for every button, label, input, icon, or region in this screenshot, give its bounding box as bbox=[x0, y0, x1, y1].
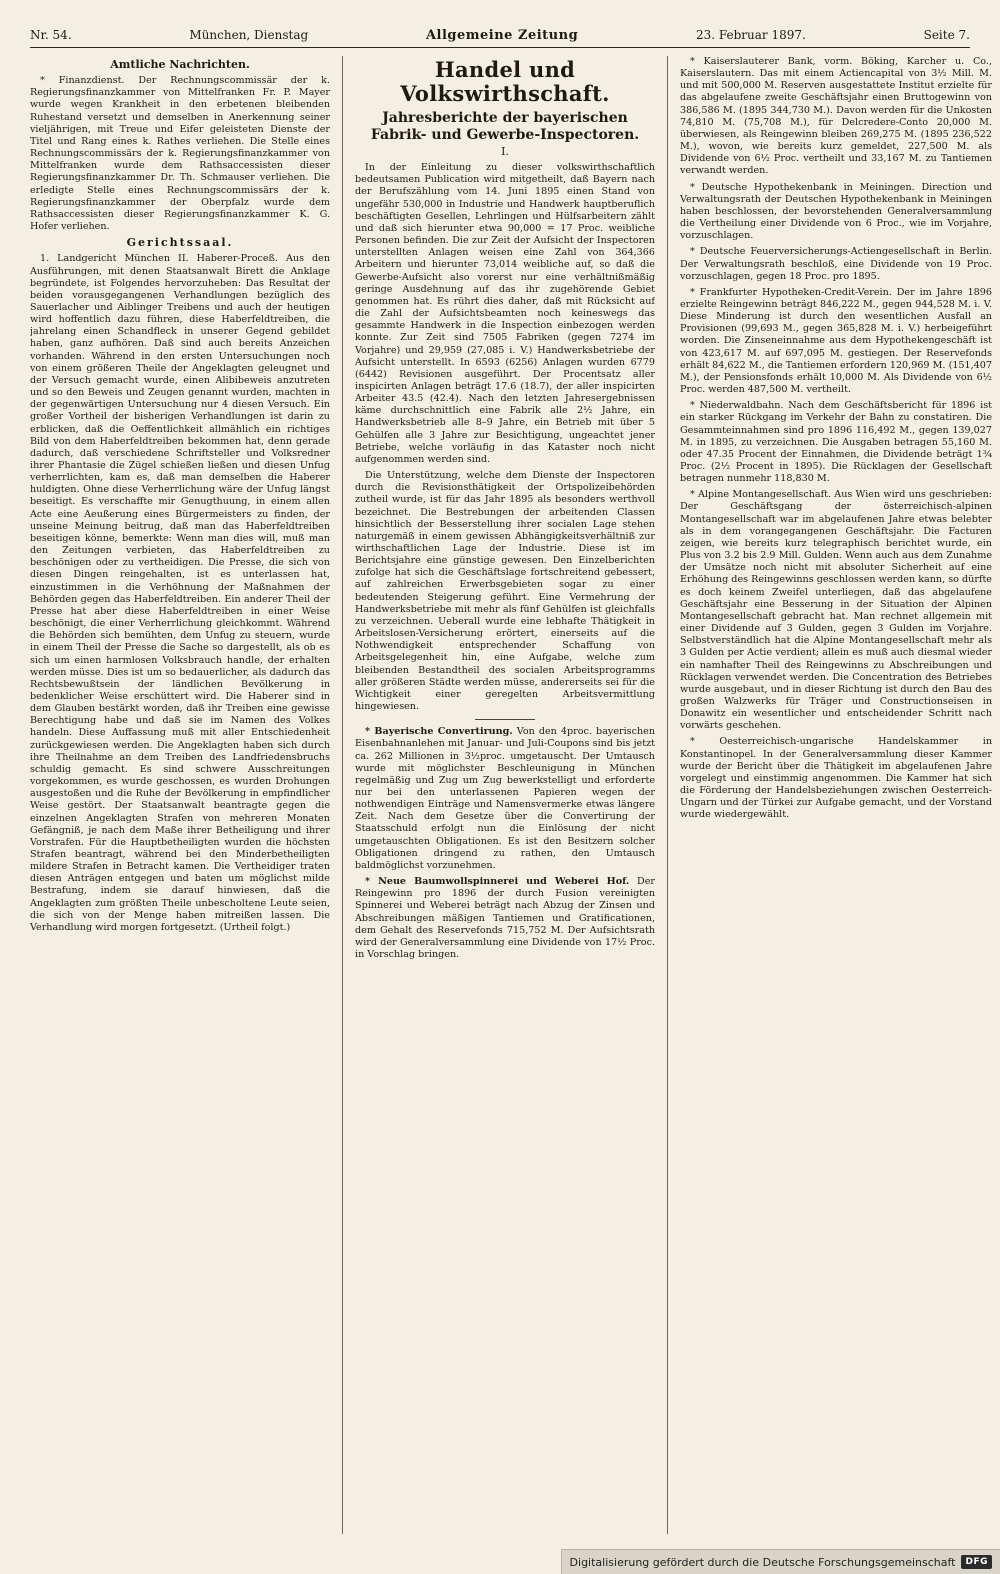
article-hypothekenbank-meiningen: * Deutsche Hypothekenbank in Meiningen. Direction und Verwaltungsrath der Deutschen Hypothekenbank in Meiningen haben beschlossen, der bevorstehenden Generalversammlung die Vertheilung einer Dividende von 6 Proc., wie im Vorjahre, vorzuschlagen. bbox=[680, 181, 992, 242]
article-convertirung-title: * Bayerische Convertirung. bbox=[365, 726, 513, 738]
column-3 bbox=[680, 56, 992, 1534]
report-paragraph-2: Die Unterstützung, welche dem Dienste der Inspectoren durch die Revisionsthätigkeit der Ortspolizeibehörden zutheil wurde, ist für das Jahr 1895 als besonders werthvoll bezeichnet. Die Bestrebungen der arbeitenden Classen hinsichtlich der Besserstellung ihrer socialen Lage stehen naturgemäß in einem gewissen Abhängigkeitsverhältniß zur wirthschaftlichen Lage der Industrie. Diese ist im Berichtsjahre eine günstige gewesen. Den Einzelberichten zufolge hat sich die Geschäftslage fortschreitend gebessert, auf zahlreichen Erwerbsgebieten sogar zu einer bedeutenden Steigerung geführt. Eine Vermehrung der Handwerksbetriebe mit mehr als fünf Gehülfen ist gleichfalls zu verzeichnen. Ueberall wurde eine lebhafte Thätigkeit in Arbeitslosen-Versicherung erörtert, einerseits auf die Nothwendigkeit entsprechender Schaffung von Arbeitsgelegenheit hin, eine Aufgabe, welche zum bleibenden Bestandtheil des socialen Arbeitsprogramms aller größeren Städte werden müsse, andererseits sei für die Wichtigkeit einer geregelten Arbeitsvermittlung hingewiesen. bbox=[355, 470, 655, 713]
article-frankfurter-hypotheken: * Frankfurter Hypotheken-Credit-Verein. Der im Jahre 1896 erzielte Reingewinn beträgt 846,222 M., gegen 944,528 M. i. V. Diese Minderung ist durch den wesentlichen Ausfall an Provisionen (99,693 M., gegen 365,828 M. i. V.) herbeigeführt worden. Die Zinseneinnahme aus dem Hypothekengeschäft ist von 423,617 M. auf 697,095 M. gestiegen. Der Reservefonds erhält 84,622 M., die Tantiemen erfordern 120,969 M. (151,407 M.), der Pensionsfonds erhält 10,000 M. Als Dividende von 6½ Proc. werden 487,500 M. vertheilt. bbox=[680, 286, 992, 396]
article-handelskammer: * Oesterreichisch-ungarische Handelskammer in Konstantinopel. In der Generalversammlung dieser Kammer wurde der Bericht über die Thätigkeit im abgelaufenen Jahre vorgelegt und einstimmig angenommen. Die Kammer hat sich die Förderung der Handelsbeziehungen zwischen Oesterreich-Ungarn und der Türkei zur Aufgabe gemacht, und der Vorstand wurde wiedergewählt. bbox=[680, 736, 992, 821]
article-haberer-process: 1. Landgericht München II. Haberer-Proceß. Aus den Ausführungen, mit denen Staatsanwalt Birett die Anklage begründete, ist Folgendes hervorzuheben: Das Resultat der beiden vorausgegangenen Verhandlungen bezüglich des Sauerlacher und Aiblinger Treibens und auch der heutigen wird hoffentlich dazu führen, diese Haberfeldtreiben, die jahrelang einen Schandfleck in unserer Gegend gebildet haben, ganz aufhören. Daß sind auch bereits Anzeichen vorhanden. Während in den ersten Untersuchungen noch von einem größeren Theile der Angeklagten geleugnet und der Versuch gemacht wurde, einen Alibibeweis anzutreten und so den Beweis und Zeugen genannt wurden, machten in der gegenwärtigen Untersuchung nur 4 diesen Versuch. Ein großer Vortheil der bisherigen Verhandlungen ist darin zu erblicken, daß die Oeffentlichkeit allmählich ein richtiges Bild von dem Haberfeldtreiben bekommen hat, denn gerade dadurch, daß verschiedene Schriftsteller und Volksredner ihrer Phantasie die Zügel schießen ließen und diesen Unfug verherrlichten, kam es, daß man demselben die Haberer huldigten. Ohne diese Verherrlichung wäre der Unfug längst beseitigt. Es verschaffte mir Genugthuung, in einem allen Acte eine Aeußerung eines Bürgermeisters zu finden, der unseine Meinung beitrug, daß man das Haberfeldtreiben beseitigen könne, bemerkte: Wenn man dies will, muß man den Zeitungen verbieten, das Haberfeldtreiben zu beschönigen oder zu vertheidigen. Die Presse, die sich von diesen Dingen reingehalten, ist es unterlassen hat, einzustimmen in die Verhöhnung der Maßnahmen der Behörden gegen das Haberfeldtreiben. Ein anderer Theil der Presse hat aber diese Haberfeldtreiben in einer Weise beschönigt, die einer Verherrlichung gleichkommt. Während die Behörden sich bemühten, dem Unfug zu steuern, wurde in einem Theil der Presse die Sache so dargestellt, als ob es sich um einen harmlosen Volksbrauch handle, der erhalten werden müsse. Dies ist um so bedauerlicher, als dadurch das Rechtsbewußtsein der ländlichen Bevölkerung in bedenklicher Weise erschüttert wird. Die Haberer sind in dem Glauben bestärkt worden, daß ihr Treiben eine gewisse Berechtigung habe und daß sie im Namen des Volkes handeln. Diese Auffassung muß mit aller Entschiedenheit zurückgewiesen werden. Die Angeklagten haben sich durch ihre Theilnahme an dem Treiben des Landfriedensbruchs schuldig gemacht. Es sind schwere Ausschreitungen vorgekommen, es wurde geschossen, es wurden Drohungen ausgestoßen und die Ruhe der Bevölkerung in empfindlicher Weise gestört. Der Staatsanwalt beantragte gegen die einzelnen Angeklagten Strafen von mehreren Monaten Gefängniß, je nach dem Maße ihrer Betheiligung und ihrer Vorstrafen. Für die Hauptbetheiligten wurden die höchsten Strafen beantragt, während bei den Minderbetheiligten mildere Strafen in Betracht kamen. Die Vertheidiger traten diesen Anträgen entgegen und baten um möglichst milde Bestrafung, indem sie darauf hinwiesen, daß die Angeklagten zum größten Theile unbescholtene Leute seien, die sich von der Menge haben mitreißen lassen. Die Verhandlung wird morgen fortgesetzt. (Urtheil folgt.) bbox=[30, 253, 330, 933]
column-2 bbox=[355, 56, 655, 1534]
article-kaiserslauterer-bank: * Kaiserslauterer Bank, vorm. Böking, Karcher u. Co., Kaiserslautern. Das mit einem Actiencapital von 3½ Mill. M. und mit 500,000 M. Reserven ausgestattete Institut erzielte für das abgelaufene zweite Geschäftsjahr einen Bruttogewinn von 386,586 M. (1895 344,730 M.). Davon werden für die Unkosten 74,810 M. (75,708 M.), für Delcredere-Conto 20,000 M. überwiesen, als Reingewinn bleiben 269,275 M. (1895 236,522 M.), wovon, wie bereits kurz gemeldet, 227,500 M. als Dividende von 6½ Proc. vertheilt und 33,167 M. zu Tantiemen verwandt werden. bbox=[680, 56, 992, 177]
report-part-number: I. bbox=[501, 145, 509, 158]
column-1 bbox=[30, 56, 330, 1534]
section-heading-court: Gerichtssaal. bbox=[126, 236, 234, 250]
footer-text: Digitalisierung gefördert durch die Deutsche Forschungsgemeinschaft bbox=[569, 1555, 956, 1569]
article-convertirung bbox=[355, 726, 655, 872]
issue-date: 23. Februar 1897. bbox=[695, 28, 806, 42]
article-finanzdienst: * Finanzdienst. Der Rechnungscommissär der k. Regierungsfinanzkammer von Mittelfranken Fr. P. Mayer wurde wegen Krankheit in den erbetenen bleibenden Ruhestand versetzt und demselben in Anerkennung seiner vieljährigen, mit Treue und Eifer geleisteten Dienste der Titel und Rang eines k. Rathes verliehen. Die Stelle eines Rechnungscommissärs der k. Regierungsfinanzkammer von Mittelfranken wurde dem Rathsaccessisten dieser Regierungsfinanzkammer Dr. Th. Schmauser verliehen. Die erledigte Stelle eines Rechnungscommissärs der k. Regierungsfinanzkammer der Oberpfalz wurde dem Rathsaccessisten dieser Regierungsfinanzkammer K. G. Hofer verliehen. bbox=[30, 75, 330, 233]
newspaper-title: Allgemeine Zeitung bbox=[425, 28, 579, 43]
report-paragraph-1: In der Einleitung zu dieser volkswirthschaftlich bedeutsamen Publication wird mitgetheilt, daß Bayern nach der Berufszählung vom 14. Juni 1895 einen Stand von ungefähr 530,000 in Industrie und Handwerk hauptberuflich beschäftigten Gesellen, Lehrlingen und Hülfsarbeitern zählt und daß sich hierunter etwa 90,000 = 17 Proc. weibliche Personen befinden. Die zur Zeit der Aufsicht der Inspectoren unterstellten Anlagen weisen eine Zahl von 364,366 Arbeitern und hierunter 73,014 weibliche auf, so daß die Gewerbe-Aufsicht also vorerst nur eine verhältnißmäßig geringe Ausdehnung auf das ihr zugehörende Gebiet genommen hat. Es rührt dies daher, daß mit Rücksicht auf die Zahl der Aufsichtsbeamten noch keineswegs das gesammte Handwerk in die Inspection einbezogen werden konnte. Zur Zeit sind 7505 Fabriken (gegen 7274 im Vorjahre) und 29,959 (27,085 i. V.) Handwerksbetriebe der Aufsicht unterstellt. In 6593 (6256) Anlagen wurden 6779 (6442) Revisionen ausgeführt. Der Procentsatz aller inspicirten Anlagen beträgt 17.6 (18.7), der aller inspicirten Arbeiter 43.5 (42.4). Nach den letzten Jahresergebnissen käme durchschnittlich eine Fabrik alle 2½ Jahre, ein Handwerksbetrieb alle 8–9 Jahre, ein Betrieb mit über 5 Gehülfen alle 3 Jahre zur Besichtigung, ungeachtet jener Betriebe, welche vorläufig in das Kataster noch nicht aufgenommen werden sind. bbox=[355, 162, 655, 465]
article-convertirung-text: Von den 4proc. bayerischen Eisenbahnanlehen mit Januar- und Juli-Coupons sind bis jetzt ca. 262 Millionen in 3½proc. umgetauscht. Der Umtausch wurde mit möglichster Beschleunigung in München regelmäßig und Zug um Zug bewerkstelligt und erforderte nur bei den unterlassenen Papieren wegen der nothwendigen Einträge und Namensvermerke etwas längere Zeit. Nach dem Gesetze über die Convertirung der Staatsschuld erfolgt nun die Einlösung der nicht umgetauschten Obligationen. Es ist den Besitzern solcher Obligationen dringend zu rathen, den Umtausch baldmöglichst vorzunehmen. bbox=[355, 726, 655, 871]
digitization-footer bbox=[561, 1549, 1000, 1574]
section-heading-official-news: Amtliche Nachrichten. bbox=[110, 58, 250, 71]
article-baumwollspinnerei-title: * Neue Baumwollspinnerei und Weberei Hof. bbox=[365, 876, 630, 888]
column-rule bbox=[667, 56, 668, 1534]
article-baumwollspinnerei-text: Der Reingewinn pro 1896 der durch Fusion vereinigten Spinnerei und Weberei beträgt nach Abzug der Zinsen und Abschreibungen mäßigen Tantiemen und Gratificationen, dem Gehalt des Reservefonds 715,752 M. Der Aufsichtsrath wird der Generalversammlung eine Dividende von 17½ Proc. in Vorschlag bringen. bbox=[355, 876, 655, 960]
running-head bbox=[30, 28, 970, 48]
issue-number: Nr. 54. bbox=[30, 28, 72, 42]
dfg-logo-icon: DFG bbox=[961, 1555, 992, 1569]
report-heading: Jahresberichte der bayerischen Fabrik- und Gewerbe-Inspectoren. bbox=[370, 110, 640, 143]
column-rule bbox=[342, 56, 343, 1534]
article-columns bbox=[30, 56, 992, 1534]
place-day: München, Dienstag bbox=[189, 28, 309, 42]
divider bbox=[475, 719, 535, 720]
article-alpine-montan: * Alpine Montangesellschaft. Aus Wien wird uns geschrieben: Der Geschäftsgang der österreichisch-alpinen Montangesellschaft war im abgelaufenen Jahre etwas belebter als in dem vorangegangenen Geschäftsjahr. Die Facturen zeigen, wie bereits kurz telegraphisch berichtet wurde, ein Plus von 3.2 bis 2.9 Mill. Gulden. Wenn auch aus dem Zunahme der Umsätze noch nicht mit absoluter Sicherheit auf eine Erhöhung des Reingewinns geschlossen werden kann, so dürfte es doch keinem Zweifel unterliegen, daß das abgelaufene Geschäftsjahr eine Besserung in der Situation der Alpinen Montangesellschaft gebracht hat. Man rechnet allgemein mit einer Dividende auf 3 Gulden, gegen 3 Gulden im Vorjahre. Selbstverständlich hat die Alpine Montangesellschaft mehr als 3 Gulden per Actie verdient; allein es muß auch diesmal wieder ein namhafter Theil des Reingewinns zu Abschreibungen und Rücklagen verwendet werden. Die Concentration des Betriebes wurde ausgebaut, und in dieser Richtung ist durch den Bau des großen Walzwerks für Träger und Constructionseisen in Donawitz ein wesentlicher und entscheidender Schritt nach vorwärts geschehen. bbox=[680, 489, 992, 732]
article-niederwaldbahn: * Niederwaldbahn. Nach dem Geschäftsbericht für 1896 ist ein starker Rückgang im Verkehr der Bahn zu constatiren. Die Gesammteinnahmen sind pro 1896 116,492 M., gegen 139,027 M. in 1895, zu verzeichnen. Die Ausgaben betragen 55,160 M. oder 47.35 Procent der Einnahmen, die Dividende beträgt 1¾ Proc. (2½ Procent in 1895). Die Rücklagen der Gesellschaft betragen nunmehr 118,830 M. bbox=[680, 400, 992, 485]
article-baumwollspinnerei bbox=[355, 876, 655, 961]
article-feuerversicherung: * Deutsche Feuerversicherungs-Actiengesellschaft in Berlin. Der Verwaltungsrath beschloß, eine Dividende von 19 Proc. vorzuschlagen, gegen 18 Proc. pro 1895. bbox=[680, 246, 992, 282]
section-heading-trade: Handel und Volkswirthschaft. bbox=[400, 57, 610, 106]
page-number: Seite 7. bbox=[923, 28, 970, 42]
